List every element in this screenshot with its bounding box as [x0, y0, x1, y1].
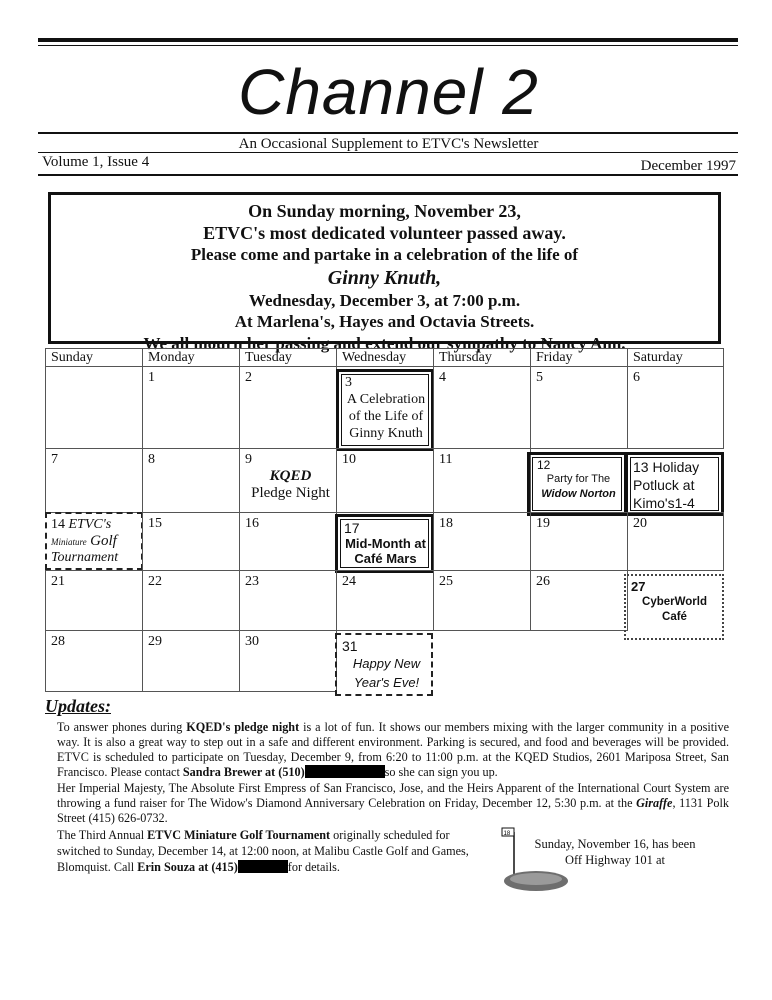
- day-number: 9: [245, 452, 252, 467]
- update-kqed-text-e: so she can sign you up.: [384, 765, 498, 779]
- day-cell-19: [530, 512, 628, 571]
- day-cell-7: [45, 448, 143, 513]
- day-cell-8: [142, 448, 240, 513]
- day-cell-23: [239, 570, 337, 631]
- day-cell-31: [335, 633, 433, 696]
- notice-name: Ginny Knuth,: [327, 266, 442, 289]
- day-number: 27: [631, 579, 646, 594]
- golf-sidebar-note: [530, 836, 700, 868]
- day-cell-27: [624, 574, 724, 640]
- day-number: 19: [536, 516, 550, 531]
- event-party-widow-norton-b: Widow Norton: [541, 488, 616, 500]
- day-cell-11: [433, 448, 531, 513]
- day-number: 8: [148, 452, 155, 467]
- day-cell-14: [45, 512, 143, 570]
- update-kqed-contact: Sandra Brewer at (510): [182, 765, 305, 779]
- updates-heading: Updates:: [45, 696, 111, 716]
- day-cell-4: [433, 366, 531, 449]
- update-kqed-emph: KQED's pledge night: [186, 720, 300, 734]
- notice-line-3: Please come and partake in a celebration of the life of: [190, 245, 579, 264]
- day-header-friday: Friday: [530, 348, 628, 367]
- update-golf-contact: Erin Souza at (415): [137, 860, 238, 874]
- day-cell-1: [142, 366, 240, 449]
- day-number: 14: [51, 517, 65, 532]
- day-number: 16: [245, 516, 259, 531]
- top-rule-thin: [38, 45, 738, 46]
- update-empress: [57, 781, 729, 826]
- day-header-sunday: Sunday: [45, 348, 143, 367]
- notice-line-6: We all mourn her passing and extend our sympathy to Nancy Ann.: [143, 333, 626, 353]
- subtitle-rule: [38, 152, 738, 153]
- day-cell-5: [530, 366, 628, 449]
- update-empress-text-a: Her Imperial Majesty, The Absolute First Empress of San Francisco, Jose, and the Heirs Apparent of the International Court System are throwing a fund raiser for The Widow's Diamond Anniversary Celebration on Friday, December 12, 5:30 p.m. at the: [57, 781, 729, 810]
- event-pledge-night: Pledge Night: [251, 485, 330, 501]
- day-number: 12: [537, 458, 551, 472]
- day-number: 4: [439, 370, 446, 385]
- day-number: 20: [633, 516, 647, 531]
- day-cell-28: [45, 630, 143, 692]
- day-number: 17: [344, 520, 360, 536]
- day-number: 26: [536, 574, 550, 589]
- update-golf-text-c: originally scheduled for: [330, 828, 450, 842]
- issue-volume: Volume 1, Issue 4: [42, 154, 150, 170]
- day-number: 28: [51, 634, 65, 649]
- flag-number: 18: [503, 831, 511, 837]
- memorial-notice: [48, 192, 721, 353]
- day-number: 22: [148, 574, 162, 589]
- day-number: 2: [245, 370, 252, 385]
- notice-line-4: Wednesday, December 3, at 7:00 p.m.: [248, 290, 521, 310]
- event-cyberworld: CyberWorld: [642, 596, 707, 608]
- day-number: 7: [51, 452, 58, 467]
- event-golf-b: Miniature: [51, 537, 87, 547]
- day-number: 15: [148, 516, 162, 531]
- day-cell-17: [335, 514, 434, 573]
- day-cell-16: [239, 512, 337, 571]
- masthead-rule: [38, 132, 738, 134]
- day-number: 24: [342, 574, 356, 589]
- event-golf-a: ETVC's: [68, 517, 112, 532]
- update-golf-text-e: Blomquist. Call: [57, 860, 138, 874]
- day-number: 21: [51, 574, 65, 589]
- day-number: 30: [245, 634, 259, 649]
- day-cell-25: [433, 570, 531, 631]
- day-number: 10: [342, 452, 356, 467]
- day-cell-3: [336, 369, 434, 451]
- update-kqed-text-a: To answer phones during: [57, 720, 187, 734]
- update-empress-text-c: , 1131 Polk Street (415) 626-0732.: [57, 796, 729, 825]
- day-cell-10: [336, 448, 434, 513]
- day-cell-12: [527, 452, 627, 516]
- event-ginny-celebration: A Celebration of the Life of Ginny Knuth: [346, 392, 426, 441]
- update-golf-text-d: switched to Sunday, December 14, at 12:00 noon, at Malibu Castle Golf and Games,: [57, 844, 469, 858]
- day-header-tuesday: Tuesday: [239, 348, 337, 367]
- notice-line-5: At Marlena's, Hayes and Octavia Streets.: [234, 312, 535, 331]
- update-kqed: [57, 720, 729, 780]
- day-number: 13: [633, 459, 649, 475]
- update-golf: [57, 827, 497, 875]
- day-number: 29: [148, 634, 162, 649]
- day-cell-21: [45, 570, 143, 631]
- event-new-years-eve: Happy New Year's Eve!: [352, 656, 421, 690]
- day-header-saturday: Saturday: [627, 348, 724, 367]
- day-header-monday: Monday: [142, 348, 240, 367]
- notice-line-1: On Sunday morning, November 23,: [248, 201, 521, 221]
- day-cell-13: [625, 452, 724, 516]
- notice-line-2: ETVC's most dedicated volunteer passed away.: [203, 222, 566, 243]
- event-party-widow-norton-a: Party for The: [546, 473, 611, 485]
- day-header-wednesday: Wednesday: [336, 348, 434, 367]
- day-cell-15: [142, 512, 240, 571]
- event-golf-d: Tournament: [51, 550, 119, 565]
- masthead-title: Channel 2: [238, 56, 539, 128]
- day-number: 5: [536, 370, 543, 385]
- golf-note-line-1: Sunday, November 16, has been: [534, 837, 696, 851]
- updates-title: Updates: [45, 696, 105, 716]
- update-golf-text-g: for details.: [287, 860, 340, 874]
- day-number: 18: [439, 516, 453, 531]
- event-mid-month: Mid-Month at Café Mars: [345, 536, 426, 566]
- update-golf-text-a: The Third Annual: [57, 828, 148, 842]
- event-kqed: KQED: [269, 468, 312, 484]
- top-rule-thick: [38, 38, 738, 42]
- day-cell-24: [336, 570, 434, 631]
- day-number: 6: [633, 370, 640, 385]
- day-number: 31: [342, 638, 358, 654]
- day-number: 11: [439, 452, 453, 467]
- volume-rule: [38, 174, 738, 176]
- event-cyberworld-cafe: Café: [662, 611, 687, 623]
- day-cell-22: [142, 570, 240, 631]
- day-cell-20: [627, 512, 724, 571]
- day-cell-29: [142, 630, 240, 692]
- day-number: 25: [439, 574, 453, 589]
- day-cell-30: [239, 630, 337, 692]
- event-golf-c: Golf: [90, 533, 117, 549]
- issue-date: December 1997: [640, 158, 736, 174]
- event-holiday-potluck: Holiday Potluck at Kimo's1-4: [633, 459, 700, 511]
- update-golf-emph: ETVC Miniature Golf Tournament: [147, 828, 331, 842]
- masthead-subtitle: An Occasional Supplement to ETVC's Newsletter: [238, 136, 539, 152]
- day-cell-26: [530, 570, 628, 631]
- day-cell-6: [627, 366, 724, 449]
- golf-note-line-2: Off Highway 101 at: [564, 853, 666, 867]
- day-cell-18: [433, 512, 531, 571]
- day-cell-2: [239, 366, 337, 449]
- redaction-bar: [238, 860, 288, 873]
- day-number: 23: [245, 574, 259, 589]
- day-cell-empty: [45, 366, 143, 449]
- day-number: 1: [148, 370, 155, 385]
- update-empress-venue: Giraffe: [636, 796, 673, 810]
- day-number: 3: [345, 375, 352, 390]
- update-kqed-text-c: is a lot of fun. It shows our members mixing with the larger community in a positive way. It is also a great way to step out in a safe and different environment. Parking is secured, and food and beverages will be provided. ETVC is scheduled to participate on Tuesday, December 9, from 6:20 to 11:00 p.m. at the KQED Studios, 2601 Mariposa Street, San Francisco. Please contact: [57, 720, 729, 779]
- day-header-thursday: Thursday: [433, 348, 531, 367]
- redaction-bar: [305, 765, 385, 778]
- day-cell-9: [239, 448, 337, 513]
